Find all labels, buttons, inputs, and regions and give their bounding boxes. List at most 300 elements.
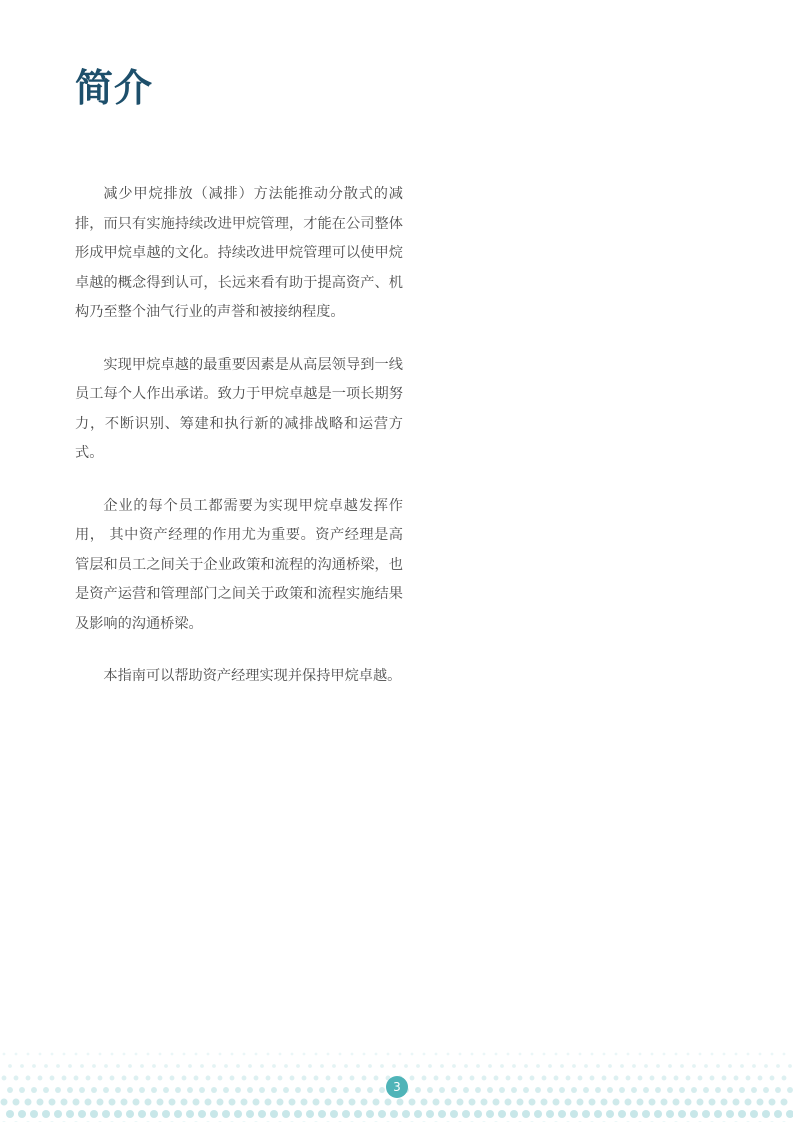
footer-dot bbox=[75, 1053, 78, 1056]
footer-dot bbox=[504, 1098, 511, 1105]
footer-dot bbox=[546, 1110, 554, 1118]
footer-dot bbox=[15, 1053, 18, 1056]
footer-dot bbox=[20, 1064, 24, 1068]
footer-dot bbox=[703, 1087, 709, 1093]
footer-dot bbox=[426, 1110, 434, 1118]
footer-dot bbox=[680, 1064, 684, 1068]
footer-dot bbox=[120, 1098, 127, 1105]
footer-dot bbox=[408, 1098, 415, 1105]
footer-dot bbox=[603, 1053, 606, 1056]
footer-dot bbox=[174, 1110, 182, 1118]
footer-dot bbox=[570, 1110, 578, 1118]
footer-dot bbox=[631, 1087, 637, 1093]
footer-dot bbox=[332, 1064, 336, 1068]
footer-dot bbox=[200, 1064, 204, 1068]
footer-dot bbox=[295, 1087, 301, 1093]
footer-dot bbox=[300, 1098, 307, 1105]
footer-dot bbox=[235, 1087, 241, 1093]
footer-dot bbox=[414, 1110, 422, 1118]
footer-dot bbox=[747, 1053, 750, 1056]
footer-dot bbox=[464, 1064, 468, 1068]
footer-dot bbox=[122, 1076, 127, 1081]
footer-dot bbox=[560, 1064, 564, 1068]
footer-dot bbox=[780, 1098, 787, 1105]
footer-dot bbox=[343, 1087, 349, 1093]
footer-dot bbox=[219, 1053, 222, 1056]
footer-dot bbox=[638, 1076, 643, 1081]
footer-dot bbox=[552, 1098, 559, 1105]
footer-dot bbox=[738, 1110, 746, 1118]
footer-dot bbox=[163, 1087, 169, 1093]
footer-dot bbox=[690, 1110, 698, 1118]
footer-dot bbox=[39, 1053, 42, 1056]
footer-dot bbox=[8, 1064, 12, 1068]
footer-dot bbox=[372, 1098, 379, 1105]
footer-dot bbox=[134, 1076, 139, 1081]
footer-dot bbox=[327, 1053, 330, 1056]
footer-dot bbox=[643, 1087, 649, 1093]
footer-dot bbox=[87, 1053, 90, 1056]
footer-dot bbox=[98, 1076, 103, 1081]
footer-dot bbox=[624, 1098, 631, 1105]
footer-dot bbox=[306, 1110, 314, 1118]
footer-dot bbox=[240, 1098, 247, 1105]
footer-dot bbox=[204, 1098, 211, 1105]
footer-dot bbox=[50, 1076, 55, 1081]
footer-dot bbox=[110, 1076, 115, 1081]
footer-dot bbox=[402, 1110, 410, 1118]
footer-dot bbox=[356, 1064, 360, 1068]
footer-dot bbox=[583, 1087, 589, 1093]
footer-dot bbox=[138, 1110, 146, 1118]
footer-dot bbox=[756, 1098, 763, 1105]
footer-dot bbox=[708, 1098, 715, 1105]
footer-dot bbox=[687, 1053, 690, 1056]
footer-dot bbox=[662, 1076, 667, 1081]
footer-dot bbox=[218, 1076, 223, 1081]
footer-dot bbox=[183, 1053, 186, 1056]
footer-dot bbox=[506, 1076, 511, 1081]
footer-dot bbox=[36, 1098, 43, 1105]
footer-dot bbox=[78, 1110, 86, 1118]
footer-dot bbox=[279, 1053, 282, 1056]
footer-dot bbox=[182, 1076, 187, 1081]
footer-dot bbox=[764, 1064, 768, 1068]
footer-dot bbox=[312, 1098, 319, 1105]
footer-dot bbox=[710, 1076, 715, 1081]
footer-dot bbox=[380, 1064, 384, 1068]
footer-dot bbox=[654, 1110, 662, 1118]
footer-dot bbox=[590, 1076, 595, 1081]
footer-dot bbox=[614, 1076, 619, 1081]
footer-dot bbox=[536, 1064, 540, 1068]
paragraph-1: 减少甲烷排放（减排）方法能推动分散式的减排，而只有实施持续改进甲烷管理，才能在公司整体形成甲烷卓越的文化。持续改进甲烷管理可以使甲烷卓越的概念得到认可，长远来看有助于提高资产、机构乃至整个油气行业的声誉和被接纳程度。 bbox=[75, 186, 403, 320]
footer-dot bbox=[116, 1064, 120, 1068]
footer-dot bbox=[626, 1076, 631, 1081]
footer-dot bbox=[499, 1087, 505, 1093]
footer-dot bbox=[600, 1098, 607, 1105]
footer-dot bbox=[90, 1110, 98, 1118]
footer-dot bbox=[199, 1087, 205, 1093]
footer-dot bbox=[486, 1110, 494, 1118]
footer-dot bbox=[450, 1110, 458, 1118]
footer-dot bbox=[639, 1053, 642, 1056]
footer-dot bbox=[360, 1098, 367, 1105]
footer-dot bbox=[336, 1098, 343, 1105]
footer-dot bbox=[642, 1110, 650, 1118]
footer-dot bbox=[475, 1087, 481, 1093]
footer-dot bbox=[126, 1110, 134, 1118]
footer-dot bbox=[714, 1110, 722, 1118]
footer-dot bbox=[3, 1053, 6, 1056]
footer-dot bbox=[72, 1098, 79, 1105]
footer-dot bbox=[331, 1087, 337, 1093]
footer-dot bbox=[752, 1064, 756, 1068]
footer-dot bbox=[271, 1087, 277, 1093]
footer-dot bbox=[559, 1087, 565, 1093]
footer-dot bbox=[290, 1076, 295, 1081]
footer-dot bbox=[715, 1087, 721, 1093]
footer-dot bbox=[535, 1087, 541, 1093]
footer-dot bbox=[146, 1076, 151, 1081]
footer-dot bbox=[216, 1098, 223, 1105]
footer-dot bbox=[463, 1087, 469, 1093]
footer-dot bbox=[55, 1087, 61, 1093]
footer-dot bbox=[80, 1064, 84, 1068]
footer-dot bbox=[788, 1064, 792, 1068]
footer-dot bbox=[663, 1053, 666, 1056]
footer-dot bbox=[723, 1053, 726, 1056]
footer-dot bbox=[636, 1098, 643, 1105]
footer-dot bbox=[26, 1076, 31, 1081]
footer-dot bbox=[471, 1053, 474, 1056]
paragraph-3: 企业的每个员工都需要为实现甲烷卓越发挥作用， 其中资产经理的作用尤为重要。资产经理是高管层和员工之间关于企业政策和流程的沟通桥梁，也是资产运营和管理部门之间关于政策和流程实施结果及影响的沟通桥梁。 bbox=[75, 497, 403, 632]
footer-dot bbox=[446, 1076, 451, 1081]
footer-dot bbox=[258, 1110, 266, 1118]
footer-dot bbox=[482, 1076, 487, 1081]
footer-dot bbox=[32, 1064, 36, 1068]
footer-dot bbox=[387, 1053, 390, 1056]
footer-dot bbox=[51, 1053, 54, 1056]
footer-dot bbox=[735, 1053, 738, 1056]
footer-dot bbox=[651, 1053, 654, 1056]
footer-dot bbox=[492, 1098, 499, 1105]
footer-dot bbox=[444, 1098, 451, 1105]
footer-dot bbox=[379, 1087, 385, 1093]
footer-dot bbox=[519, 1053, 522, 1056]
footer-dot bbox=[684, 1098, 691, 1105]
footer-dot bbox=[439, 1087, 445, 1093]
footer-dot bbox=[602, 1076, 607, 1081]
footer-dot bbox=[338, 1076, 343, 1081]
footer-dot bbox=[438, 1110, 446, 1118]
footer-dot bbox=[206, 1076, 211, 1081]
footer-dot bbox=[139, 1087, 145, 1093]
footer-dot bbox=[750, 1110, 758, 1118]
footer-dot bbox=[318, 1110, 326, 1118]
footer-dot bbox=[104, 1064, 108, 1068]
footer-dot bbox=[176, 1064, 180, 1068]
footer-dot bbox=[510, 1110, 518, 1118]
footer-dot bbox=[540, 1098, 547, 1105]
footer-dot bbox=[771, 1053, 774, 1056]
footer-dot bbox=[758, 1076, 763, 1081]
footer-dot bbox=[416, 1064, 420, 1068]
footer-dot bbox=[702, 1110, 710, 1118]
footer-dot bbox=[699, 1053, 702, 1056]
footer-dot bbox=[720, 1098, 727, 1105]
footer-dot bbox=[63, 1053, 66, 1056]
footer-dot bbox=[288, 1098, 295, 1105]
footer-dot bbox=[266, 1076, 271, 1081]
footer-dot bbox=[567, 1053, 570, 1056]
footer-dot bbox=[674, 1076, 679, 1081]
footer-dot bbox=[7, 1087, 13, 1093]
footer-dot bbox=[564, 1098, 571, 1105]
footer-dot bbox=[390, 1110, 398, 1118]
footer-dot bbox=[411, 1053, 414, 1056]
footer-dot bbox=[60, 1098, 67, 1105]
footer-dot bbox=[27, 1053, 30, 1056]
footer-dot bbox=[186, 1110, 194, 1118]
footer-dot bbox=[164, 1064, 168, 1068]
footer-dot bbox=[68, 1064, 72, 1068]
footer-dot bbox=[211, 1087, 217, 1093]
footer-dot bbox=[43, 1087, 49, 1093]
footer-dot bbox=[588, 1098, 595, 1105]
footer-dot bbox=[726, 1110, 734, 1118]
footer-dot bbox=[660, 1098, 667, 1105]
footer-dot bbox=[739, 1087, 745, 1093]
footer-dot bbox=[722, 1076, 727, 1081]
footer-dot bbox=[644, 1064, 648, 1068]
footer-dot bbox=[447, 1053, 450, 1056]
footer-dot bbox=[746, 1076, 751, 1081]
footer-dot bbox=[2, 1076, 7, 1081]
footer-dot bbox=[252, 1098, 259, 1105]
footer-dot bbox=[234, 1110, 242, 1118]
footer-dot bbox=[18, 1110, 26, 1118]
footer-dot bbox=[296, 1064, 300, 1068]
footer-dot bbox=[591, 1053, 594, 1056]
footer-dot bbox=[264, 1098, 271, 1105]
footer-dot bbox=[91, 1087, 97, 1093]
footer-dot bbox=[128, 1064, 132, 1068]
footer-dot bbox=[38, 1076, 43, 1081]
paragraph-2: 实现甲烷卓越的最重要因素是从高层领导到一线员工每个人作出承诺。致力于甲烷卓越是一项长期努力，不断识别、筹建和执行新的减排战略和运营方式。 bbox=[75, 356, 403, 461]
footer-dot bbox=[522, 1110, 530, 1118]
footer-dot bbox=[132, 1098, 139, 1105]
footer-dot bbox=[188, 1064, 192, 1068]
footer-dot bbox=[558, 1110, 566, 1118]
footer-dot bbox=[776, 1064, 780, 1068]
footer-dot bbox=[44, 1064, 48, 1068]
footer-dot bbox=[787, 1087, 793, 1093]
footer-dot bbox=[727, 1087, 733, 1093]
footer-dot bbox=[140, 1064, 144, 1068]
footer-dot bbox=[698, 1076, 703, 1081]
footer-dot bbox=[423, 1053, 426, 1056]
footer-dot bbox=[368, 1064, 372, 1068]
footer-dot bbox=[355, 1087, 361, 1093]
footer-dot bbox=[99, 1053, 102, 1056]
footer-dot bbox=[704, 1064, 708, 1068]
footer-dot bbox=[230, 1076, 235, 1081]
footer-dot bbox=[415, 1087, 421, 1093]
footer-dot bbox=[156, 1098, 163, 1105]
footer-dot bbox=[267, 1053, 270, 1056]
footer-dot bbox=[111, 1053, 114, 1056]
footer-dot bbox=[451, 1087, 457, 1093]
footer-dot bbox=[303, 1053, 306, 1056]
footer-dot bbox=[566, 1076, 571, 1081]
footer-dot bbox=[547, 1087, 553, 1093]
footer-dot bbox=[571, 1087, 577, 1093]
footer-dot bbox=[667, 1087, 673, 1093]
footer-dot bbox=[282, 1110, 290, 1118]
footer-dot bbox=[410, 1076, 415, 1081]
footer-dot bbox=[222, 1110, 230, 1118]
footer-dot bbox=[666, 1110, 674, 1118]
footer-dot bbox=[195, 1053, 198, 1056]
footer-dot bbox=[242, 1076, 247, 1081]
footer-dot bbox=[440, 1064, 444, 1068]
footer-dot bbox=[531, 1053, 534, 1056]
footer-dot bbox=[480, 1098, 487, 1105]
footer-dot bbox=[711, 1053, 714, 1056]
footer-dot bbox=[434, 1076, 439, 1081]
footer-dot bbox=[294, 1110, 302, 1118]
footer-dot bbox=[144, 1098, 151, 1105]
footer-dot bbox=[487, 1087, 493, 1093]
footer-dot bbox=[187, 1087, 193, 1093]
footer-dot bbox=[691, 1087, 697, 1093]
footer-dot bbox=[572, 1064, 576, 1068]
footer-dot bbox=[74, 1076, 79, 1081]
footer-dot bbox=[775, 1087, 781, 1093]
footer-dot bbox=[632, 1064, 636, 1068]
footer-dot bbox=[528, 1098, 535, 1105]
footer-dot bbox=[284, 1064, 288, 1068]
footer-dot bbox=[555, 1053, 558, 1056]
footer-dot bbox=[576, 1098, 583, 1105]
footer-dot bbox=[686, 1076, 691, 1081]
footer-dot bbox=[511, 1087, 517, 1093]
footer-dot bbox=[618, 1110, 626, 1118]
footer-dot bbox=[596, 1064, 600, 1068]
footer-dot bbox=[530, 1076, 535, 1081]
footer-dot bbox=[456, 1098, 463, 1105]
footer-dot bbox=[763, 1087, 769, 1093]
footer-dot bbox=[56, 1064, 60, 1068]
footer-dot bbox=[320, 1064, 324, 1068]
footer-dot bbox=[524, 1064, 528, 1068]
footer-dot bbox=[171, 1053, 174, 1056]
footer-dot bbox=[207, 1053, 210, 1056]
footer-dot bbox=[732, 1098, 739, 1105]
footer-dot bbox=[606, 1110, 614, 1118]
footer-dot bbox=[498, 1110, 506, 1118]
footer-dot bbox=[672, 1098, 679, 1105]
footer-dot bbox=[374, 1076, 379, 1081]
footer-dot bbox=[656, 1064, 660, 1068]
footer-dot bbox=[542, 1076, 547, 1081]
footer-dot bbox=[692, 1064, 696, 1068]
footer-dot bbox=[236, 1064, 240, 1068]
footer-dot bbox=[366, 1110, 374, 1118]
footer-dot bbox=[194, 1076, 199, 1081]
footer-dot bbox=[31, 1087, 37, 1093]
footer-dot bbox=[24, 1098, 31, 1105]
footer-dot bbox=[314, 1076, 319, 1081]
footer-dot bbox=[0, 1098, 7, 1105]
footer-dot bbox=[458, 1076, 463, 1081]
footer-dot bbox=[198, 1110, 206, 1118]
footer-dot bbox=[223, 1087, 229, 1093]
footer-dot bbox=[92, 1064, 96, 1068]
footer-dot bbox=[518, 1076, 523, 1081]
footer-dot bbox=[470, 1076, 475, 1081]
footer-dot bbox=[675, 1053, 678, 1056]
footer-dot bbox=[608, 1064, 612, 1068]
footer-dot bbox=[30, 1110, 38, 1118]
footer-dot bbox=[679, 1087, 685, 1093]
footer-dot bbox=[476, 1064, 480, 1068]
footer-dot bbox=[272, 1064, 276, 1068]
footer-dot bbox=[247, 1087, 253, 1093]
footer-dot bbox=[14, 1076, 19, 1081]
footer-dot bbox=[259, 1087, 265, 1093]
footer-dot bbox=[770, 1076, 775, 1081]
footer-dot bbox=[612, 1098, 619, 1105]
footer-dot bbox=[114, 1110, 122, 1118]
footer-dot bbox=[500, 1064, 504, 1068]
footer-dot bbox=[302, 1076, 307, 1081]
footer-dot bbox=[48, 1098, 55, 1105]
footer-dot bbox=[362, 1076, 367, 1081]
footer-dot bbox=[86, 1076, 91, 1081]
footer-dot bbox=[375, 1053, 378, 1056]
footer-dot bbox=[348, 1098, 355, 1105]
footer-dot bbox=[782, 1076, 787, 1081]
footer-dot bbox=[84, 1098, 91, 1105]
footer-dot bbox=[255, 1053, 258, 1056]
footer-dot bbox=[516, 1098, 523, 1105]
footer-dot bbox=[384, 1098, 391, 1105]
footer-dot bbox=[396, 1098, 403, 1105]
footer-dot bbox=[619, 1087, 625, 1093]
footer-dot bbox=[350, 1076, 355, 1081]
footer-dot bbox=[127, 1087, 133, 1093]
footer-dot bbox=[62, 1076, 67, 1081]
footer-dot bbox=[495, 1053, 498, 1056]
footer-dot bbox=[170, 1076, 175, 1081]
page-number-badge: 3 bbox=[386, 1076, 408, 1098]
footer-dot bbox=[115, 1087, 121, 1093]
footer-dot bbox=[655, 1087, 661, 1093]
footer-dot bbox=[151, 1087, 157, 1093]
footer-dot bbox=[210, 1110, 218, 1118]
footer-dot bbox=[734, 1076, 739, 1081]
footer-dot bbox=[768, 1098, 775, 1105]
footer-dot bbox=[762, 1110, 770, 1118]
footer-dot bbox=[19, 1087, 25, 1093]
footer-dot bbox=[554, 1076, 559, 1081]
footer-dot bbox=[180, 1098, 187, 1105]
footer-dot bbox=[243, 1053, 246, 1056]
footer-dot bbox=[367, 1087, 373, 1093]
footer-dot bbox=[212, 1064, 216, 1068]
